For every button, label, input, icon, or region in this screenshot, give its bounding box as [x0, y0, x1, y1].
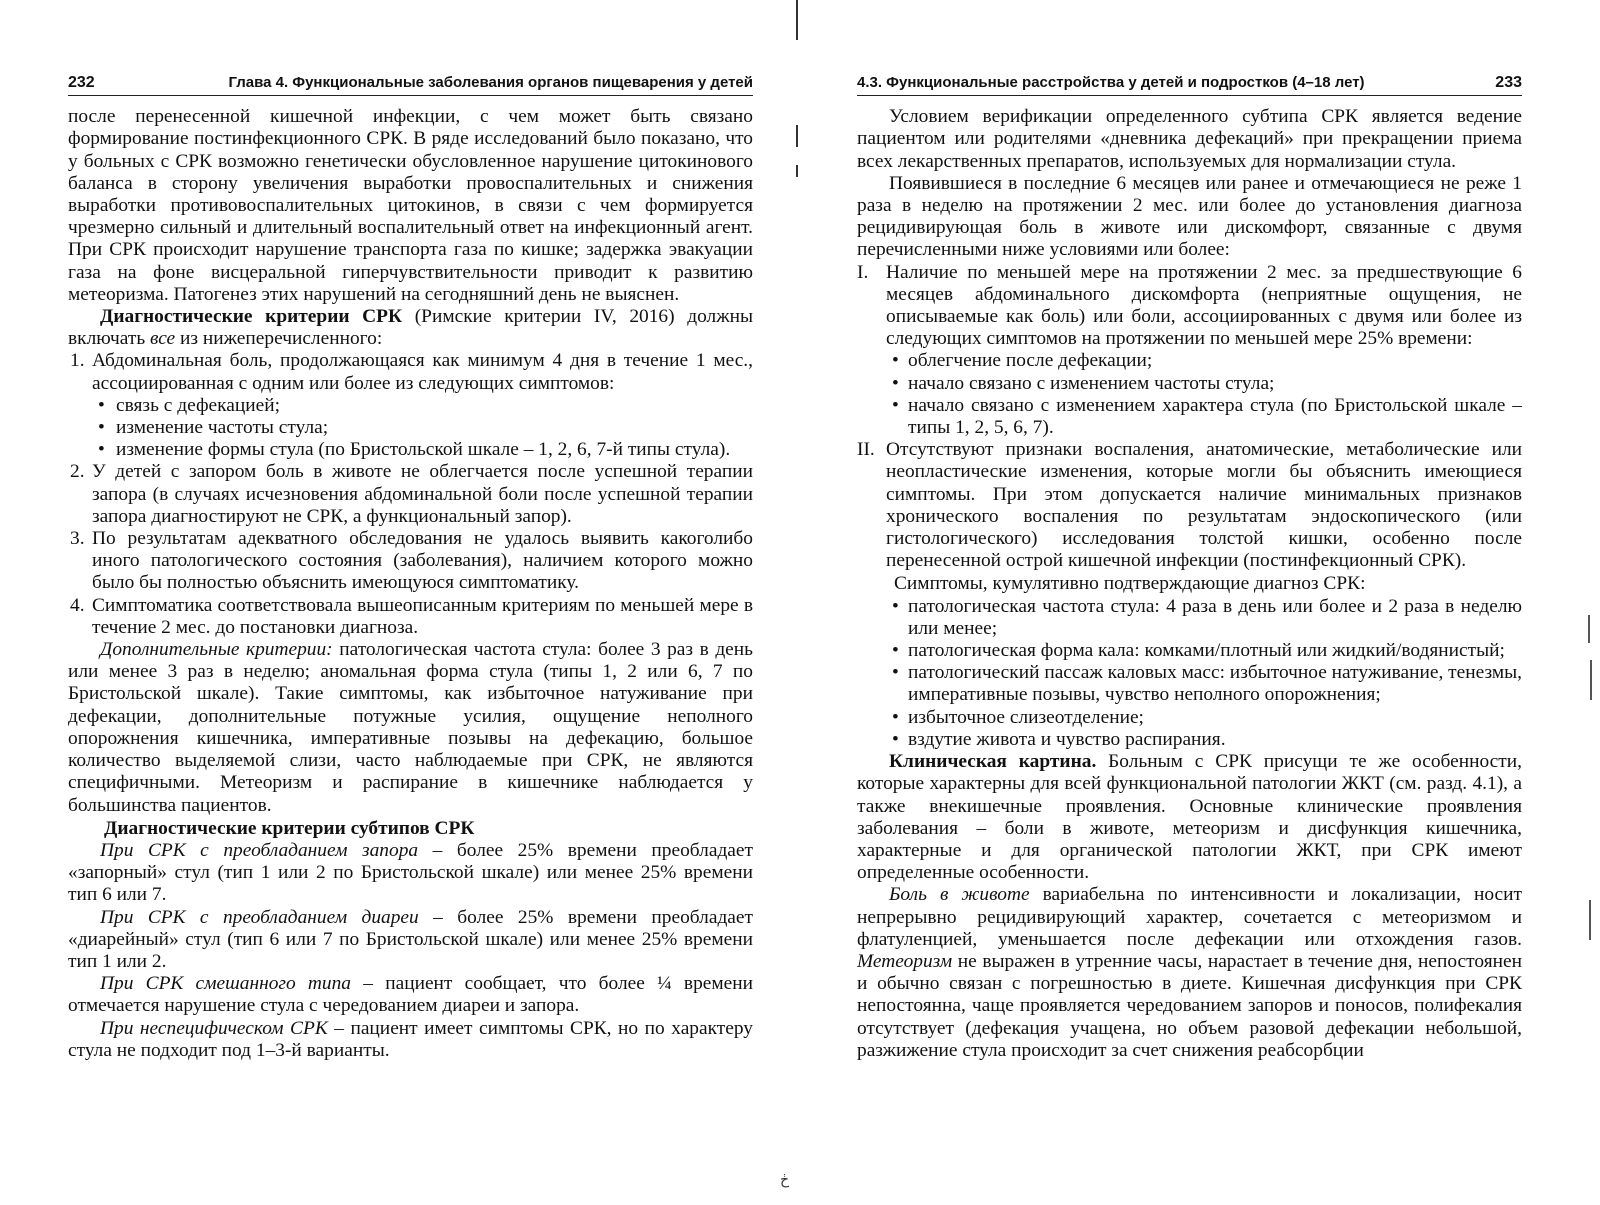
list-item: 3. По результатам адекватного обследования не удалось выявить какоголибо иного патологического состояния (заболевания), наличием которого можно было бы полностью объяснить имеющуюся симптоматику.: [70, 528, 753, 594]
subtypes-heading: Диагностические критерии субтипов СРК: [104, 817, 475, 839]
list-item: • патологический пассаж каловых масс: избыточное натуживание, тенезмы, императивные позывы, чувство неполного опорожнения;: [886, 662, 1522, 706]
list-item: • начало связано с изменением частоты стула;: [886, 373, 1522, 395]
list-item: • начало связано с изменением характера стула (по Бристольской шкале – типы 1, 2, 5, 6, 7).: [886, 395, 1522, 439]
list-item: • патологическая форма кала: комками/плотный или жидкий/водянистый;: [886, 640, 1522, 662]
list-item: 1. Абдоминальная боль, продолжающаяся как минимум 4 дня в течение 1 мес., ассоциированная с одним или более из следующих симптомов: • связь с дефекацией; • изменение частоты стула; • изменение формы стула (по Бристольской шкале – 1, 2, 6, 7-й типы стула).: [68, 350, 753, 461]
clinical-heading: Клиническая картина.: [889, 751, 1097, 773]
verification-paragraph: Условием верификации определенного субтипа СРК является ведение пациентом или родителями «дневника дефекаций» при прекращении приема всех лекарственных препаратов, используемых для нормализации стула.: [857, 106, 1522, 172]
left-page: [68, 72, 753, 1062]
roman-list: [857, 262, 1522, 751]
list-item: 4. Симптоматика соответствовала вышеописанным критериям по меньшей мере в течение 2 мес. до постановки диагноза.: [70, 594, 753, 638]
left-page-header: [68, 72, 753, 96]
list-item: • изменение частоты стула;: [92, 417, 753, 439]
list-item: • облегчение после дефекации;: [886, 350, 1522, 372]
gutter-line: [796, 0, 798, 40]
page-number: 233: [1495, 74, 1522, 91]
bullet-list: [886, 350, 1522, 439]
criteria-heading: Диагностические критерии СРК: [100, 306, 403, 328]
list-item: II. Отсутствуют признаки воспаления, анатомические, метаболические или неопластические изменения, которые могли бы объяснить имеющиеся симптомы. При этом допускается наличие минимальных признаков хронического воспаления по результатам эндоскопического (или гистологического) исследования толстой кишки, особенно после перенесенной острой кишечной инфекции (постинфекционный СРК). Симптомы, кумулятивно подтверждающие диагноз СРК: • патологическая частота стула: 4 раза в день или более и 2 раза в неделю или менее; • патологическая форма кала: комками/плотный или жидкий/водянистый; • патологический пассаж каловых масс: избыточное натуживание, тенезмы, императивные позывы, чувство неполного опорожнения; • избыточное слизеотделение; • вздутие живота и чувство распирания.: [857, 439, 1522, 751]
list-item: • связь с дефекацией;: [92, 395, 753, 417]
list-item: 2. У детей с запором боль в животе не облегчается после успешной терапии запора (в случаях исчезновения абдоминальной боли после успешной терапии запора диагностируют не СРК, а функциональный запор).: [70, 461, 753, 527]
bullet-list: [886, 596, 1522, 751]
pain-description-paragraph: Боль в животе вариабельна по интенсивности и локализации, носит непрерывно рецидивирующий характер, сочетается с метеоризмом и флатуленцией, уменьшается после дефекации или отхождения газов. Метеоризм не выражен в утренние часы, нарастает в течение дня, непостоянен и обычно связан с погрешностью в диете. Кишечная дисфункция при СРК непостоянна, чаще проявляется чередованием запоров и поносов, полифекалия отсутствует (дефекация учащена, но объем разовой дефекации небольшой, разжижение стула происходит за счет снижения реабсорбции: [857, 884, 1523, 1061]
subtype-paragraph: При СРК с преобладанием диареи – более 25% времени преобладает «диарейный» стул (тип 6 или 7 по Бристольской шкале) или менее 25% времени тип 1 или 2.: [68, 906, 753, 972]
running-title: 4.3. Функциональные расстройства у детей и подростков (4–18 лет): [857, 74, 1365, 91]
clinical-paragraph: Клиническая картина. Больным с СРК присущи те же особенности, которые характерны для всей функциональной патологии ЖКТ (см. разд. 4.1), а также внекишечные проявления. Основные клинические проявления заболевания – боли в животе, метеоризм и дисфункция кишечника, характерные и для органической патологии ЖКТ, при СРК имеют определенные особенности.: [857, 751, 1522, 884]
bullet-list: [92, 395, 753, 462]
running-title: Глава 4. Функциональные заболевания органов пищеварения у детей: [228, 74, 753, 91]
gutter-line: [796, 125, 798, 147]
pain-paragraph: Появившиеся в последние 6 месяцев или ранее и отмечающиеся не реже 1 раза в неделю на протяжении 2 мес. или более до установления диагноза рецидивирующая боль в животе или дискомфорт, связанные с двумя перечисленными ниже условиями или более:: [857, 172, 1522, 261]
criteria-intro: Диагностические критерии СРК (Римские критерии IV, 2016) должны включать все из нижеперечисленного:: [68, 306, 754, 350]
list-item: I. Наличие по меньшей мере на протяжении 2 мес. за предшествующие 6 месяцев абдоминального дискомфорта (неприятные ощущения, не описываемые как боль) или боли, ассоциированных с двумя или более из следующих симптомов на протяжении по меньшей мере 25% времени: • облегчение после дефекации; • начало связано с изменением частоты стула; • начало связано с изменением характера стула (по Бристольской шкале – типы 1, 2, 5, 6, 7).: [857, 262, 1522, 440]
page-edge-mark: [1589, 900, 1591, 940]
page-edge-mark: [1588, 615, 1590, 643]
right-page: [857, 72, 1522, 1062]
criteria-list: [68, 350, 753, 639]
subtype-paragraph: При неспецифическом СРК – пациент имеет симптомы СРК, но по характеру стула не подходит под 1–3-й варианты.: [68, 1017, 753, 1061]
page-edge-mark: [1590, 660, 1592, 700]
gutter-line: [796, 165, 798, 177]
additional-criteria: Дополнительные критерии: патологическая частота стула: более 3 раз в день или менее 3 раз в неделю; аномальная форма стула (типы 1, 2 или 6, 7 по Бристольской шкале). Такие симптомы, как избыточное натуживание при дефекации, дополнительные потужные усилия, ощущение неполного опорожнения кишечника, императивные позывы на дефекацию, большое количество выделяемой слизи, часто наблюдаемые при СРК, не являются специфичными. Метеоризм и распирание в кишечнике наблюдается у большинства пациентов.: [68, 639, 754, 816]
list-item: • изменение формы стула (по Бристольской шкале – 1, 2, 6, 7-й типы стула).: [92, 439, 753, 461]
symptoms-intro: Симптомы, кумулятивно подтверждающие диагноз СРК:: [894, 573, 1366, 595]
list-item: • избыточное слизеотделение;: [886, 707, 1522, 729]
page-number: 232: [68, 74, 95, 91]
intro-paragraph: после перенесенной кишечной инфекции, с чем может быть связано формирование постинфекционного СРК. В ряде исследований было показано, что у больных с СРК возможно генетически обусловленное нарушение цитокинового баланса в сторону увеличения выработки провоспалительных и снижения выработки противовоспалительных цитокинов, в связи с чем формируется чрезмерно сильный и длительный воспалительный ответ на инфекционный агент. При СРК происходит нарушение транспорта газа по кишке; задержка эвакуации газа на фоне висцеральной гиперчувствительности приводит к развитию метеоризма. Патогенез этих нарушений на сегодняшний день не выяснен.: [68, 106, 753, 305]
list-item: • вздутие живота и чувство распирания.: [886, 729, 1522, 751]
subtype-paragraph: При СРК с преобладанием запора – более 25% времени преобладает «запорный» стул (тип 1 или 2 по Бристольской шкале) или менее 25% времени тип 6 или 7.: [68, 839, 753, 906]
subtype-paragraph: При СРК смешанного типа – пациент сообщает, что более ¼ времени отмечается нарушение стула с чередованием диареи и запора.: [68, 973, 754, 1017]
scan-artifact: ڂ: [780, 1173, 790, 1188]
right-page-header: [857, 72, 1522, 96]
list-item: • патологическая частота стула: 4 раза в день или более и 2 раза в неделю или менее;: [886, 596, 1522, 640]
